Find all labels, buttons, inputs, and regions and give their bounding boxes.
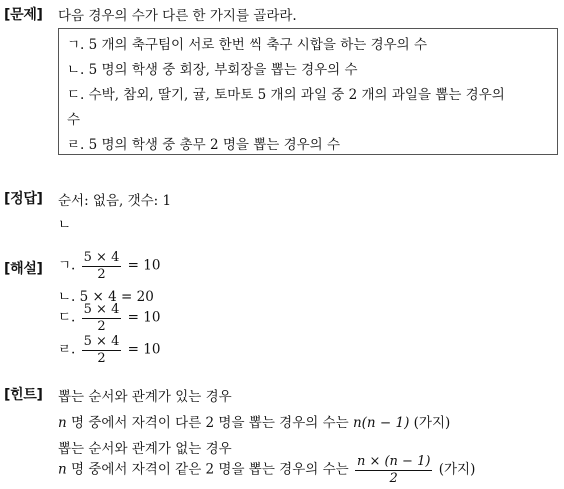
solution-result: = 10 — [127, 309, 161, 326]
choice-item: ㄱ. 5 개의 축구팀이 서로 한번 씩 축구 시합을 하는 경우의 수 — [67, 37, 428, 53]
fraction-denominator: 2 — [97, 319, 106, 334]
problem-label: [문제] — [4, 7, 43, 23]
choice-item: ㄹ. 5 명의 학생 중 총무 2 명을 뽑는 경우의 수 — [67, 137, 341, 153]
hint-line: 뽑는 순서와 관계가 있는 경우 — [58, 389, 232, 405]
solution-prefix: ㄷ. — [58, 309, 76, 326]
hint-unit: (가지) — [409, 415, 451, 431]
answer-label: [정답] — [4, 191, 43, 207]
fraction — [82, 302, 122, 334]
solution-row — [58, 302, 160, 334]
solution-prefix: ㄹ. — [58, 341, 76, 358]
fraction-denominator: 2 — [389, 471, 398, 486]
math-variable: n — [58, 461, 67, 478]
choices-box — [58, 28, 558, 155]
hint-text: 명 중에서 자격이 같은 2 명을 뽑는 경우의 수는 — [66, 461, 353, 478]
choice-item: ㄷ. 수박, 참외, 딸기, 귤, 토마토 5 개의 과일 중 2 개의 과일을 뽑는 경우의 — [67, 87, 505, 103]
math-expression: n(n − 1) — [352, 415, 410, 431]
fraction-numerator: 5 × 4 — [83, 302, 120, 317]
hint-line — [58, 411, 450, 431]
solution-expression: 5 × 4 = 20 — [79, 289, 154, 305]
fraction-numerator: 5 × 4 — [83, 250, 120, 265]
hint-label: [힌트] — [4, 387, 43, 403]
solution-result: = 10 — [127, 257, 161, 274]
hint-text: 명 중에서 자격이 다른 2 명을 뽑는 경우의 수는 — [66, 415, 353, 431]
solution-label: [해설] — [4, 261, 43, 277]
fraction-denominator: 2 — [97, 351, 106, 366]
answer-order-count: 순서: 없음, 갯수: 1 — [58, 193, 172, 209]
solution-prefix: ㄴ. — [58, 289, 76, 305]
fraction-numerator: 5 × 4 — [83, 334, 120, 349]
solution-row — [58, 250, 160, 282]
choice-item: ㄴ. 5 명의 학생 중 회장, 부회장을 뽑는 경우의 수 — [67, 62, 358, 78]
solution-result: = 10 — [127, 341, 161, 358]
fraction-denominator: 2 — [97, 267, 106, 282]
solution-prefix: ㄱ. — [58, 257, 76, 274]
fraction — [82, 334, 122, 366]
solution-row — [58, 334, 160, 366]
problem-question: 다음 경우의 수가 다른 한 가지를 골라라. — [58, 8, 297, 24]
fraction-numerator: n × (n − 1) — [356, 454, 431, 469]
hint-line: 뽑는 순서와 관계가 없는 경우 — [58, 441, 232, 457]
choice-item-continuation: 수 — [67, 112, 81, 128]
math-variable: n — [58, 415, 67, 431]
fraction — [355, 454, 432, 486]
hint-unit: (가지) — [434, 461, 476, 478]
answer-choice: ㄴ — [58, 217, 72, 233]
hint-line — [58, 454, 475, 486]
fraction — [82, 250, 122, 282]
